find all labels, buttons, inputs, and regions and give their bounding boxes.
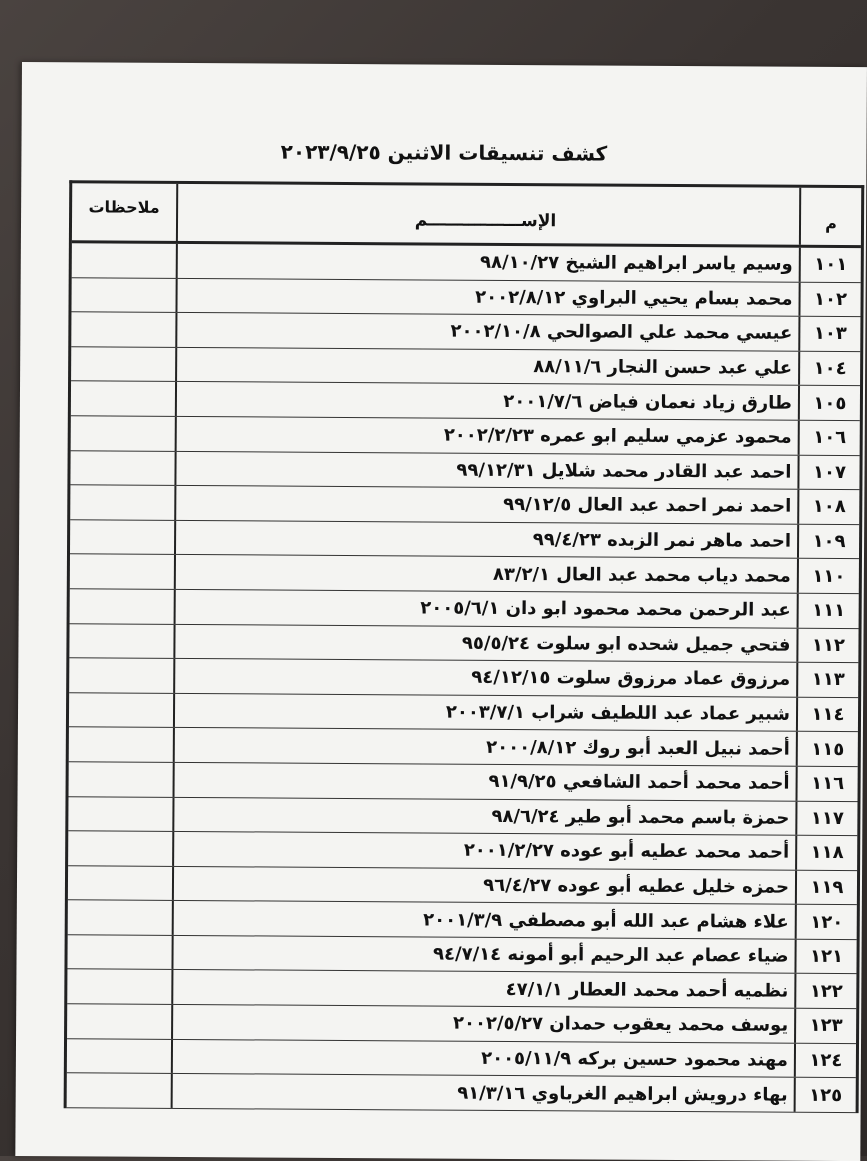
row-number: ١٠٥ [798, 386, 860, 420]
row-notes [68, 866, 172, 900]
table-row [71, 312, 860, 351]
row-name: طارق زياد نعمان فياض ٢٠٠١/٧/٦ [175, 382, 798, 419]
paper-sheet [15, 62, 867, 1161]
row-name: محمود عزمي سليم ابو عمره ٢٠٠٢/٢/٢٣ [175, 417, 798, 454]
row-number: ١٢٥ [794, 1078, 856, 1112]
row-notes [69, 728, 173, 762]
table-row [67, 1004, 856, 1043]
table-row [71, 416, 860, 455]
row-name: احمد عبد القادر محمد شلايل ٩٩/١٢/٣١ [174, 452, 797, 489]
row-notes [71, 382, 175, 416]
row-name: حمزه خليل عطيه أبو عوده ٩٦/٤/٢٧ [172, 867, 795, 904]
table-header-row [72, 183, 861, 248]
row-name: أحمد محمد عطيه أبو عوده ٢٠٠١/٢/٢٧ [172, 832, 795, 869]
row-name: حمزة باسم محمد أبو طير ٩٨/٦/٢٤ [172, 797, 795, 834]
header-name: الإســــــــــــــــم [176, 184, 799, 245]
table-row [71, 278, 860, 317]
table-row [70, 555, 859, 594]
row-number: ١١١ [797, 594, 859, 628]
row-number: ١١٩ [795, 870, 857, 904]
table-row [70, 485, 859, 524]
row-name: مهند محمود حسين بركه ٢٠٠٥/١١/٩ [171, 1040, 794, 1077]
row-notes [71, 347, 175, 381]
row-number: ١١٨ [795, 836, 857, 870]
header-number: م [799, 188, 861, 245]
row-number: ١٢٤ [794, 1043, 856, 1077]
row-notes [71, 312, 175, 346]
row-number: ١٠٧ [797, 455, 859, 489]
row-name: وسيم ياسر ابراهيم الشيخ ٩٨/١٠/٢٧ [176, 244, 799, 281]
table-row [68, 831, 857, 870]
row-name: علاء هشام عبد الله أبو مصطفي ٢٠٠١/٣/٩ [172, 901, 795, 938]
row-notes [72, 243, 176, 277]
row-number: ١٠٢ [798, 282, 860, 316]
row-number: ١٠٨ [797, 490, 859, 524]
row-number: ١١٦ [796, 767, 858, 801]
header-notes: ملاحظات [88, 197, 160, 217]
table-row [67, 935, 856, 974]
row-name: أحمد محمد أحمد الشافعي ٩١/٩/٢٥ [173, 763, 796, 800]
row-name: بهاء درويش ابراهيم الغرباوي ٩١/٣/١٦ [171, 1074, 794, 1111]
row-notes [71, 278, 175, 312]
table-row [67, 1074, 856, 1113]
row-notes [67, 935, 171, 969]
names-table [64, 180, 865, 1113]
row-notes [70, 485, 174, 519]
row-name: ضياء عصام عبد الرحيم أبو أمونه ٩٤/٧/١٤ [171, 936, 794, 973]
row-name: يوسف محمد يعقوب حمدان ٢٠٠٢/٥/٢٧ [171, 1005, 794, 1042]
row-name: احمد ماهر نمر الزبده ٩٩/٤/٢٣ [174, 521, 797, 558]
row-number: ١١٤ [796, 697, 858, 731]
row-number: ١٢٢ [794, 974, 856, 1008]
table-row [69, 624, 858, 663]
row-number: ١٢٣ [794, 1009, 856, 1043]
row-notes [70, 451, 174, 485]
table-row [69, 658, 858, 697]
table-row [72, 243, 861, 282]
table-row [71, 347, 860, 386]
row-notes [69, 693, 173, 727]
row-number: ١١٣ [796, 663, 858, 697]
table-row [69, 728, 858, 767]
table-row [71, 382, 860, 421]
table-body [67, 243, 861, 1113]
row-number: ١٠١ [799, 248, 861, 282]
document-title: كشف تنسيقات الاثنين ٢٠٢٣/٩/٢٥ [280, 139, 608, 166]
row-notes [70, 589, 174, 623]
table-row [68, 866, 857, 905]
row-number: ١٠٣ [798, 317, 860, 351]
table-row [70, 589, 859, 628]
row-name: احمد نمر احمد عبد العال ٩٩/١٢/٥ [174, 486, 797, 523]
row-name: أحمد نبيل العبد أبو روك ٢٠٠٠/٨/١٢ [173, 728, 796, 765]
row-number: ١٢١ [794, 940, 856, 974]
row-name: مرزوق عماد مرزوق سلوت ٩٤/١٢/١٥ [173, 659, 796, 696]
row-notes [70, 555, 174, 589]
row-name: شبير عماد عبد اللطيف شراب ٢٠٠٣/٧/١ [173, 694, 796, 731]
table-row [70, 520, 859, 559]
row-notes [71, 416, 175, 450]
row-name: محمد بسام يحيي البراوي ٢٠٠٢/٨/١٢ [175, 279, 798, 316]
row-notes [69, 624, 173, 658]
row-name: نظميه أحمد محمد العطار ٤٧/١/١ [171, 970, 794, 1007]
row-name: عبد الرحمن محمد محمود ابو دان ٢٠٠٥/٦/١ [174, 590, 797, 627]
row-notes [69, 658, 173, 692]
table-row [69, 762, 858, 801]
row-notes [69, 762, 173, 796]
row-notes [68, 901, 172, 935]
row-notes [70, 520, 174, 554]
row-notes [67, 970, 171, 1004]
table-row [67, 970, 856, 1009]
row-number: ١٠٩ [797, 524, 859, 558]
row-number: ١١٧ [795, 801, 857, 835]
row-notes [67, 1074, 171, 1108]
row-number: ١١٠ [797, 559, 859, 593]
row-number: ١٢٠ [795, 905, 857, 939]
row-notes [67, 1004, 171, 1038]
row-name: فتحي جميل شحده ابو سلوت ٩٥/٥/٢٤ [173, 624, 796, 661]
row-number: ١٠٤ [798, 352, 860, 386]
row-number: ١١٥ [796, 732, 858, 766]
row-notes [67, 1039, 171, 1073]
row-number: ١١٢ [796, 628, 858, 662]
table-row [67, 1039, 856, 1078]
row-name: عيسي محمد علي الصوالحي ٢٠٠٢/١٠/٨ [175, 313, 798, 350]
row-number: ١٠٦ [798, 421, 860, 455]
table-row [68, 901, 857, 940]
row-name: علي عبد حسن النجار ٨٨/١١/٦ [175, 348, 798, 385]
row-notes [68, 797, 172, 831]
table-row [70, 451, 859, 490]
row-notes [68, 831, 172, 865]
row-name: محمد دياب محمد عبد العال ٨٣/٢/١ [174, 555, 797, 592]
table-row [68, 797, 857, 836]
table-row [69, 693, 858, 732]
